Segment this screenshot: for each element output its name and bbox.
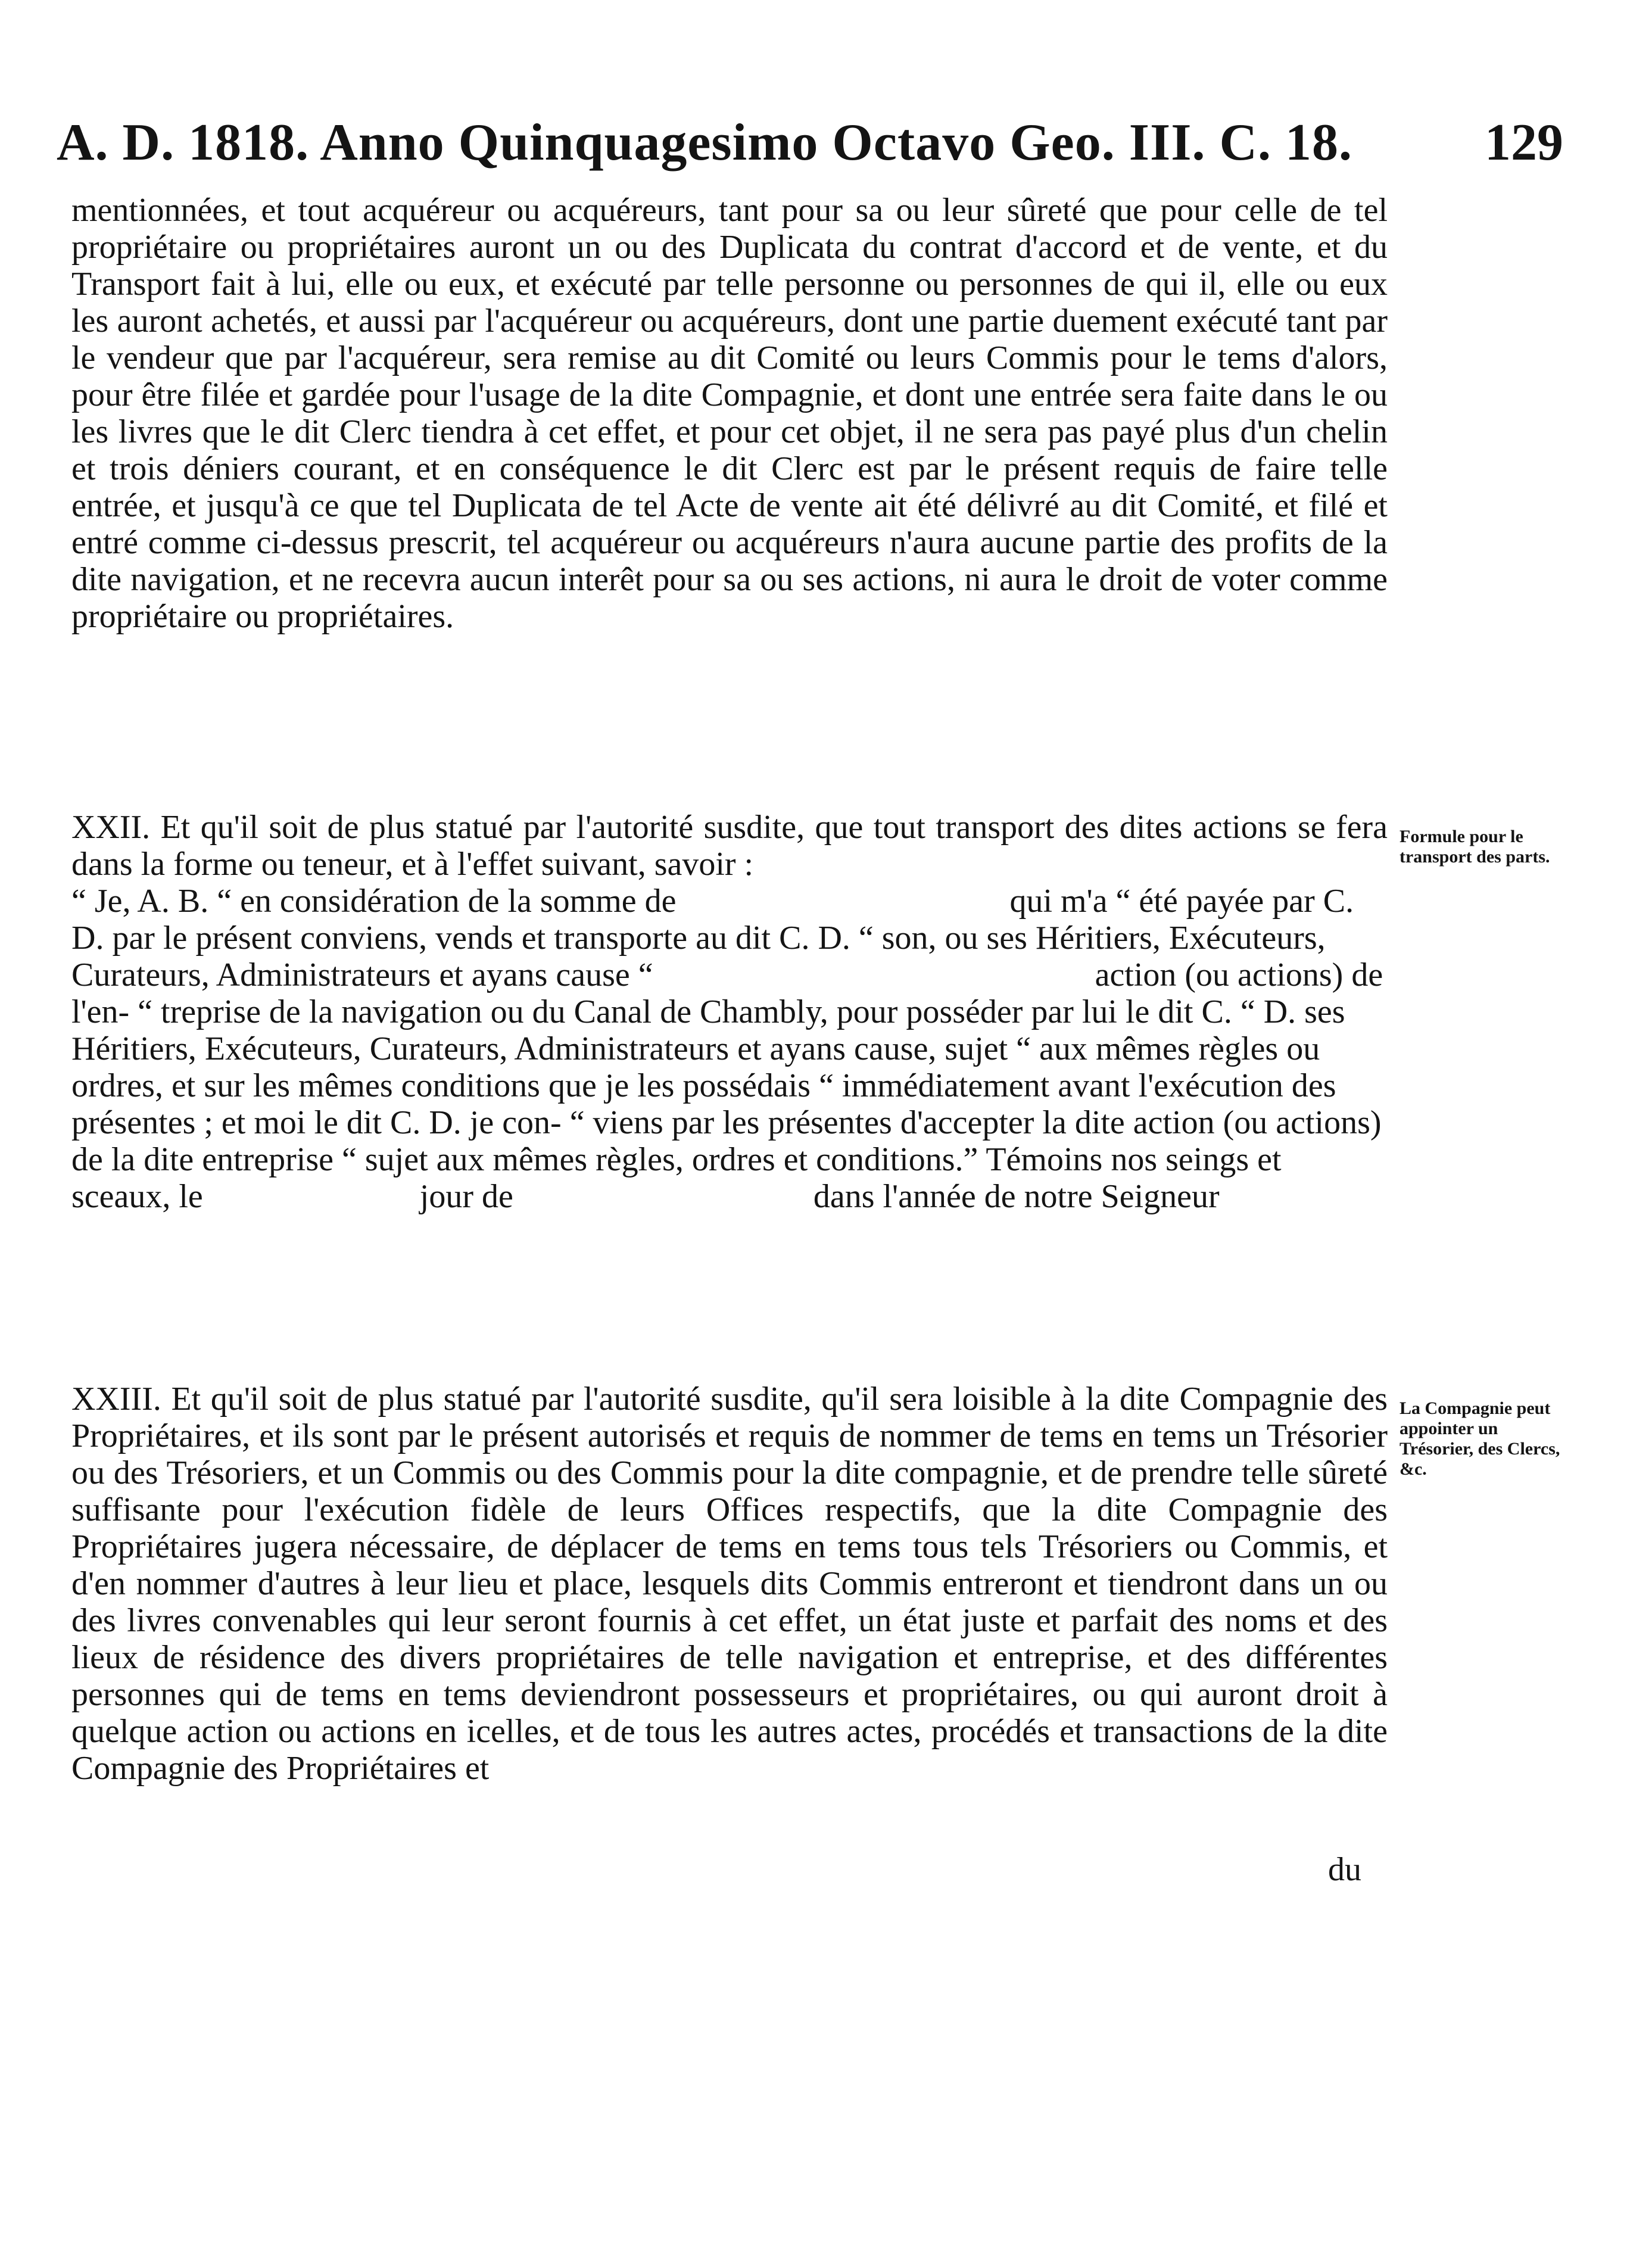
transfer-form-text: “ Je, A. B. “ en considération de la somme de qui m'a “ été payée par C. D. par le présent conviens, vends et transporte au dit C. D. “ son, ou ses Héritiers, Exécuteurs, Curateurs, Administrateurs et ayans cause “ action (ou actions) de l'en- “ treprise de la navigation ou du Canal de Chambly, pour posséder par lui le dit C. “ D. ses Héritiers, Exécuteurs, Curateurs, Administrateurs et ayans cause, sujet “ aux mêmes règles ou ordres, et sur les mêmes conditions que je les possédais “ immédiatement avant l'exécution des présentes ; et moi le dit C. D. je con- “ viens par les présentes d'accepter la dite action (ou actions) de la dite entreprise “ sujet aux mêmes règles, ordres et conditions.” Témoins nos seings et sceaux, le jour de dans l'année de notre Seigneur <box>71 883 1392 1215</box>
marginal-note-treasurer: La Compagnie peut appointer un Trésorier, des Clercs, &c. <box>1399 1398 1560 1479</box>
running-head <box>57 107 1563 191</box>
paragraph-xxiii-line <box>71 1381 1388 1787</box>
paragraph-xxii-intro: Et qu'il soit de plus statué par l'autorité susdite, que tout transport des dites actions se fera dans la forme ou teneur, et à l'effet suivant, savoir : <box>71 809 1388 883</box>
clause-number-xxii: XXII. <box>71 809 151 846</box>
marginal-note-transfer-form: Formule pour le transport des parts. <box>1399 827 1550 867</box>
catchword: du <box>1328 1851 1361 1888</box>
paragraph-xxiii-text: Et qu'il soit de plus statué par l'autorité susdite, qu'il sera loisible à la dite Compagnie des Propriétaires, et ils sont par le présent autorisés et requis de nommer de tems en tems un Trésorier ou des Trésoriers, et un Commis ou des Commis pour la dite compagnie, et de prendre telle sûreté suffisante pour l'exécution fidèle de leurs Offices respectifs, que la dite Compagnie des Propriétaires jugera nécessaire, de déplacer de tems en tems tous tels Trésoriers ou Commis, et d'en nommer d'autres à leur lieu et place, lesquels dits Commis entreront et tiendront dans un ou des livres convenables qui leur seront fournis à cet effet, un état juste et parfait des noms et des lieux de résidence des divers propriétaires de telle navigation et entreprise, et des différentes personnes qui de tems en tems deviendront possesseurs et propriétaires, ou qui auront droit à quelque action ou actions en icelles, et de tous les autres actes, procédés et transactions de la dite Compagnie des Propriétaires et <box>71 1381 1388 1787</box>
page-number: 129 <box>1485 114 1563 172</box>
paragraph-xxii-intro-line <box>71 809 1388 883</box>
paragraph-continuation <box>71 192 1388 635</box>
paragraph-continuation-text: mentionnées, et tout acquéreur ou acquéreurs, tant pour sa ou leur sûreté que pour celle de tel propriétaire ou propriétaires auront un ou des Duplicata du contrat d'accord et de vente, et du Transport fait à lui, elle ou eux, et exécuté par telle personne ou personnes de qui il, elle ou eux les auront achetés, et aussi par l'acquéreur ou acquéreurs, dont une partie duement exécuté tant par le vendeur que par l'acquéreur, sera remise au dit Comité ou leurs Commis pour le tems d'alors, pour être filée et gardée pour l'usage de la dite Compagnie, et dont une entrée sera faite dans le ou les livres que le dit Clerc tiendra à cet effet, et pour cet objet, il ne sera pas payé plus d'un chelin et trois déniers courant, et en conséquence le dit Clerc est par le présent requis de faire telle entrée, et jusqu'à ce que tel Duplicata de tel Acte de vente ait été délivré au dit Comité, et filé et entré comme ci-dessus prescrit, tel acquéreur ou acquéreurs n'aura aucune partie des profits de la dite navigation, et ne recevra aucun interêt pour sa ou ses actions, ni aura le droit de voter comme propriétaire ou propriétaires. <box>71 192 1388 635</box>
clause-number-xxiii: XXIII. <box>71 1381 161 1418</box>
paragraph-xxii <box>71 809 1392 1215</box>
running-head-title: A. D. 1818. Anno Quinquagesimo Octavo Geo. III. C. 18. <box>57 114 1353 172</box>
paragraph-xxiii <box>71 1381 1388 1787</box>
